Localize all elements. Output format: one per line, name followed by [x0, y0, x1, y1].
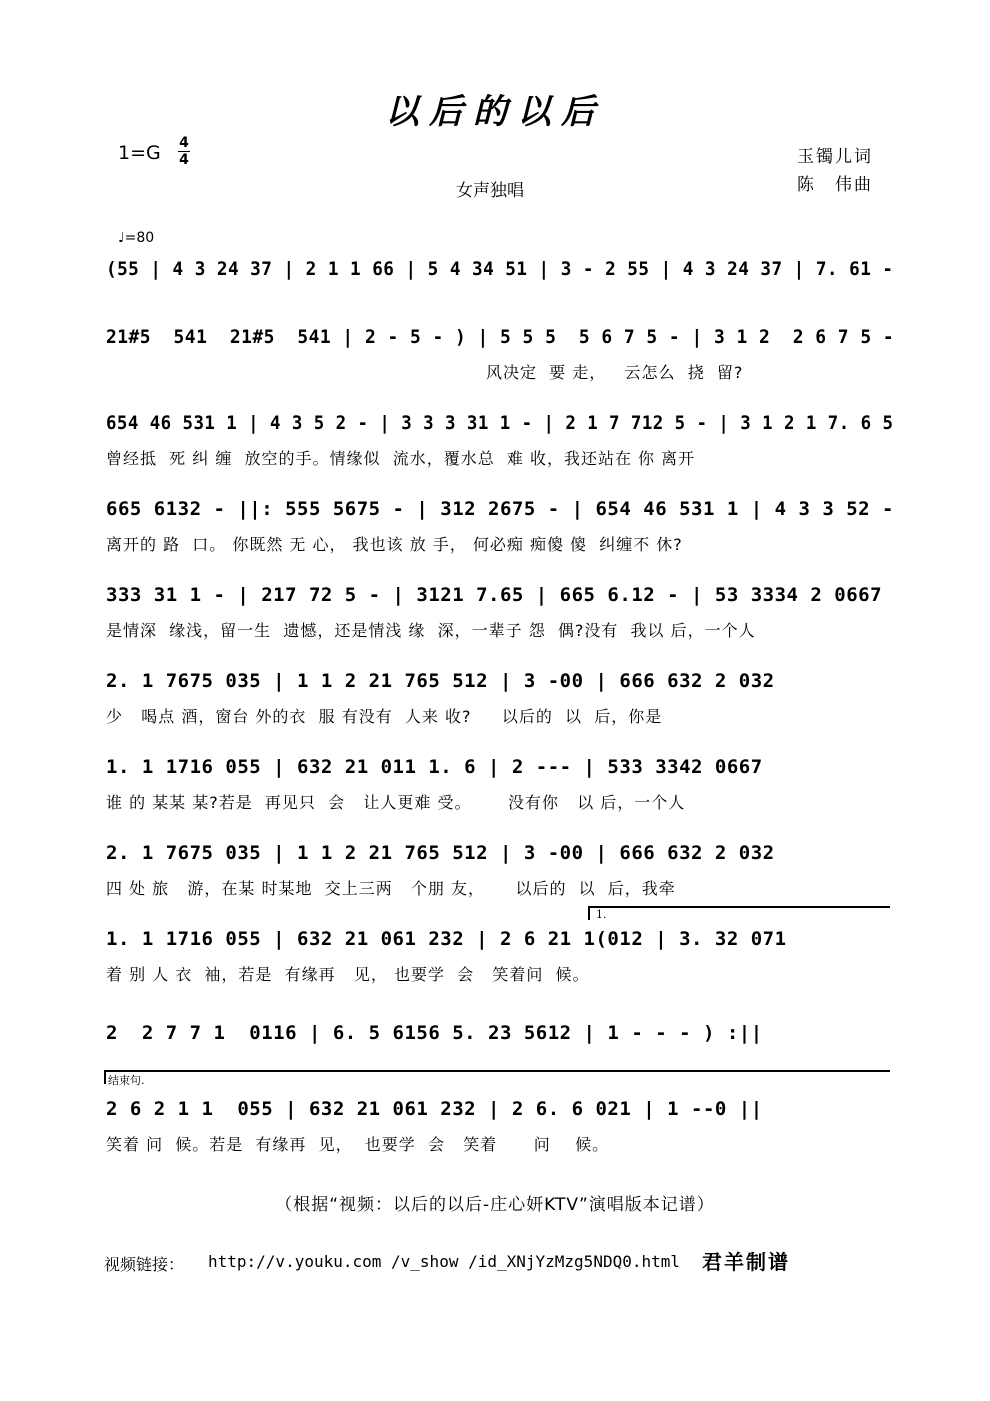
- lyrics-line: 四 处 旅 游，在某 时某地 交上三两 个朋 友， 以后的 以 后，我牵: [106, 879, 676, 898]
- notation-line: 2. 1 7675 035 | 1 1 2 21 765 512 | 3 -00 | 666 632 2 032: [106, 670, 775, 692]
- notation-line: (55 | 4 3 24 37 | 2 1 1 66 | 5 4 34 51 | 3 - 2 55 | 4 3 24 37 | 7. 61 -: [106, 258, 894, 280]
- score-row-10: [106, 1018, 894, 1068]
- notation-line: 333 31 1 - | 217 72 5 - | 3121 7.65 | 665 6.12 - | 53 3334 2 0667: [106, 584, 883, 606]
- volta-bracket-end: [588, 906, 590, 920]
- score-row-1: [106, 252, 894, 302]
- tempo-marking: ♩=80: [118, 230, 155, 246]
- notation-line: 2 2 7 7 1 0116 | 6. 5 6156 5. 23 5612 | 1 - - - ) :||: [106, 1022, 763, 1044]
- notation-line: 2 6 2 1 1 055 | 632 21 061 232 | 2 6. 6 021 | 1 --0 ||: [106, 1098, 763, 1120]
- lyrics-line: 曾经抵 死 纠 缠 放空的手。情缘似 流水，覆水总 难 收，我还站在 你 离开: [106, 449, 696, 468]
- score-row-7: [106, 752, 894, 816]
- score-row-11: [106, 1074, 894, 1158]
- notation-line: 1. 1 1716 055 | 632 21 061 232 | 2 6 21 1(012 | 3. 32 071: [106, 928, 787, 950]
- ending-bracket: [104, 1070, 890, 1072]
- composer-credit: 陈 伟曲: [797, 175, 873, 195]
- notation-line: 665 6132 - ||: 555 5675 - | 312 2675 - | 654 46 531 1 | 4 3 3 52 -: [106, 498, 894, 520]
- lyrics-line: 谁 的 某某 某?若是 再见只 会 让人更难 受。 没有你 以 后，一个人: [106, 793, 686, 812]
- video-link-url[interactable]: http://v.youku.com /v_show /id_XNjYzMzg5NDQ0.html: [208, 1252, 681, 1271]
- notation-line: 1. 1 1716 055 | 632 21 011 1. 6 | 2 --- | 533 3342 0667: [106, 756, 763, 778]
- volta-label: 1.: [596, 908, 607, 921]
- score-row-2: [106, 322, 894, 386]
- time-signature: [178, 136, 190, 167]
- lyrics-line: 离开的 路 口。 你既然 无 心， 我也该 放 手， 何必痴 痴傻 傻 纠缠不 休?: [106, 535, 683, 554]
- notation-line: 654 46 531 1 | 4 3 5 2 - | 3 3 3 31 1 - | 2 1 7 712 5 - | 3 1 2 1 7. 6 5: [106, 412, 894, 434]
- lyrics-line: 是情深 缘浅，留一生 遗憾，还是情浅 缘 深，一辈子 怨 偶?没有 我以 后，一个人: [106, 621, 756, 640]
- lyrics-line: 笑着 问 候。若是 有缘再 见， 也要学 会 笑着 问 候。: [106, 1135, 610, 1154]
- score-row-8: [106, 838, 894, 902]
- transcription-credit: （根据“视频：以后的以后-庄心妍KTV”演唱版本记谱）: [275, 1195, 715, 1215]
- score-row-5: [106, 580, 894, 644]
- song-title: 以后的以后: [385, 92, 605, 132]
- arranger-seal: 君羊制谱: [702, 1250, 790, 1274]
- score-row-4: [106, 494, 894, 558]
- performance-type: 女声独唱: [456, 181, 524, 201]
- key-signature: 1=G: [118, 142, 161, 164]
- lyrics-line: 风决定 要 走， 云怎么 挠 留?: [486, 363, 744, 382]
- volta-bracket: [588, 906, 890, 908]
- score-row-3: [106, 408, 894, 472]
- score-row-6: [106, 666, 894, 730]
- lyrics-line: 着 别 人 衣 袖，若是 有缘再 见， 也要学 会 笑着问 候。: [106, 965, 590, 984]
- lyricist-credit: 玉镯儿词: [797, 147, 873, 167]
- meter-top: 4: [179, 135, 189, 151]
- ending-label: 结束句.: [108, 1074, 145, 1087]
- notation-line: 2. 1 7675 035 | 1 1 2 21 765 512 | 3 -00 | 666 632 2 032: [106, 842, 775, 864]
- video-link-label: 视频链接：: [104, 1255, 185, 1274]
- ending-bracket-end: [104, 1070, 106, 1084]
- score-row-9: [106, 908, 894, 988]
- meter-bottom: 4: [179, 152, 189, 168]
- notation-line: 21#5 541 21#5 541 | 2 - 5 - ) | 5 5 5 5 6 7 5 - | 3 1 2 2 6 7 5 -: [106, 326, 895, 348]
- lyrics-line: 少 喝点 酒，窗台 外的衣 服 有没有 人来 收? 以后的 以 后，你是: [106, 707, 663, 726]
